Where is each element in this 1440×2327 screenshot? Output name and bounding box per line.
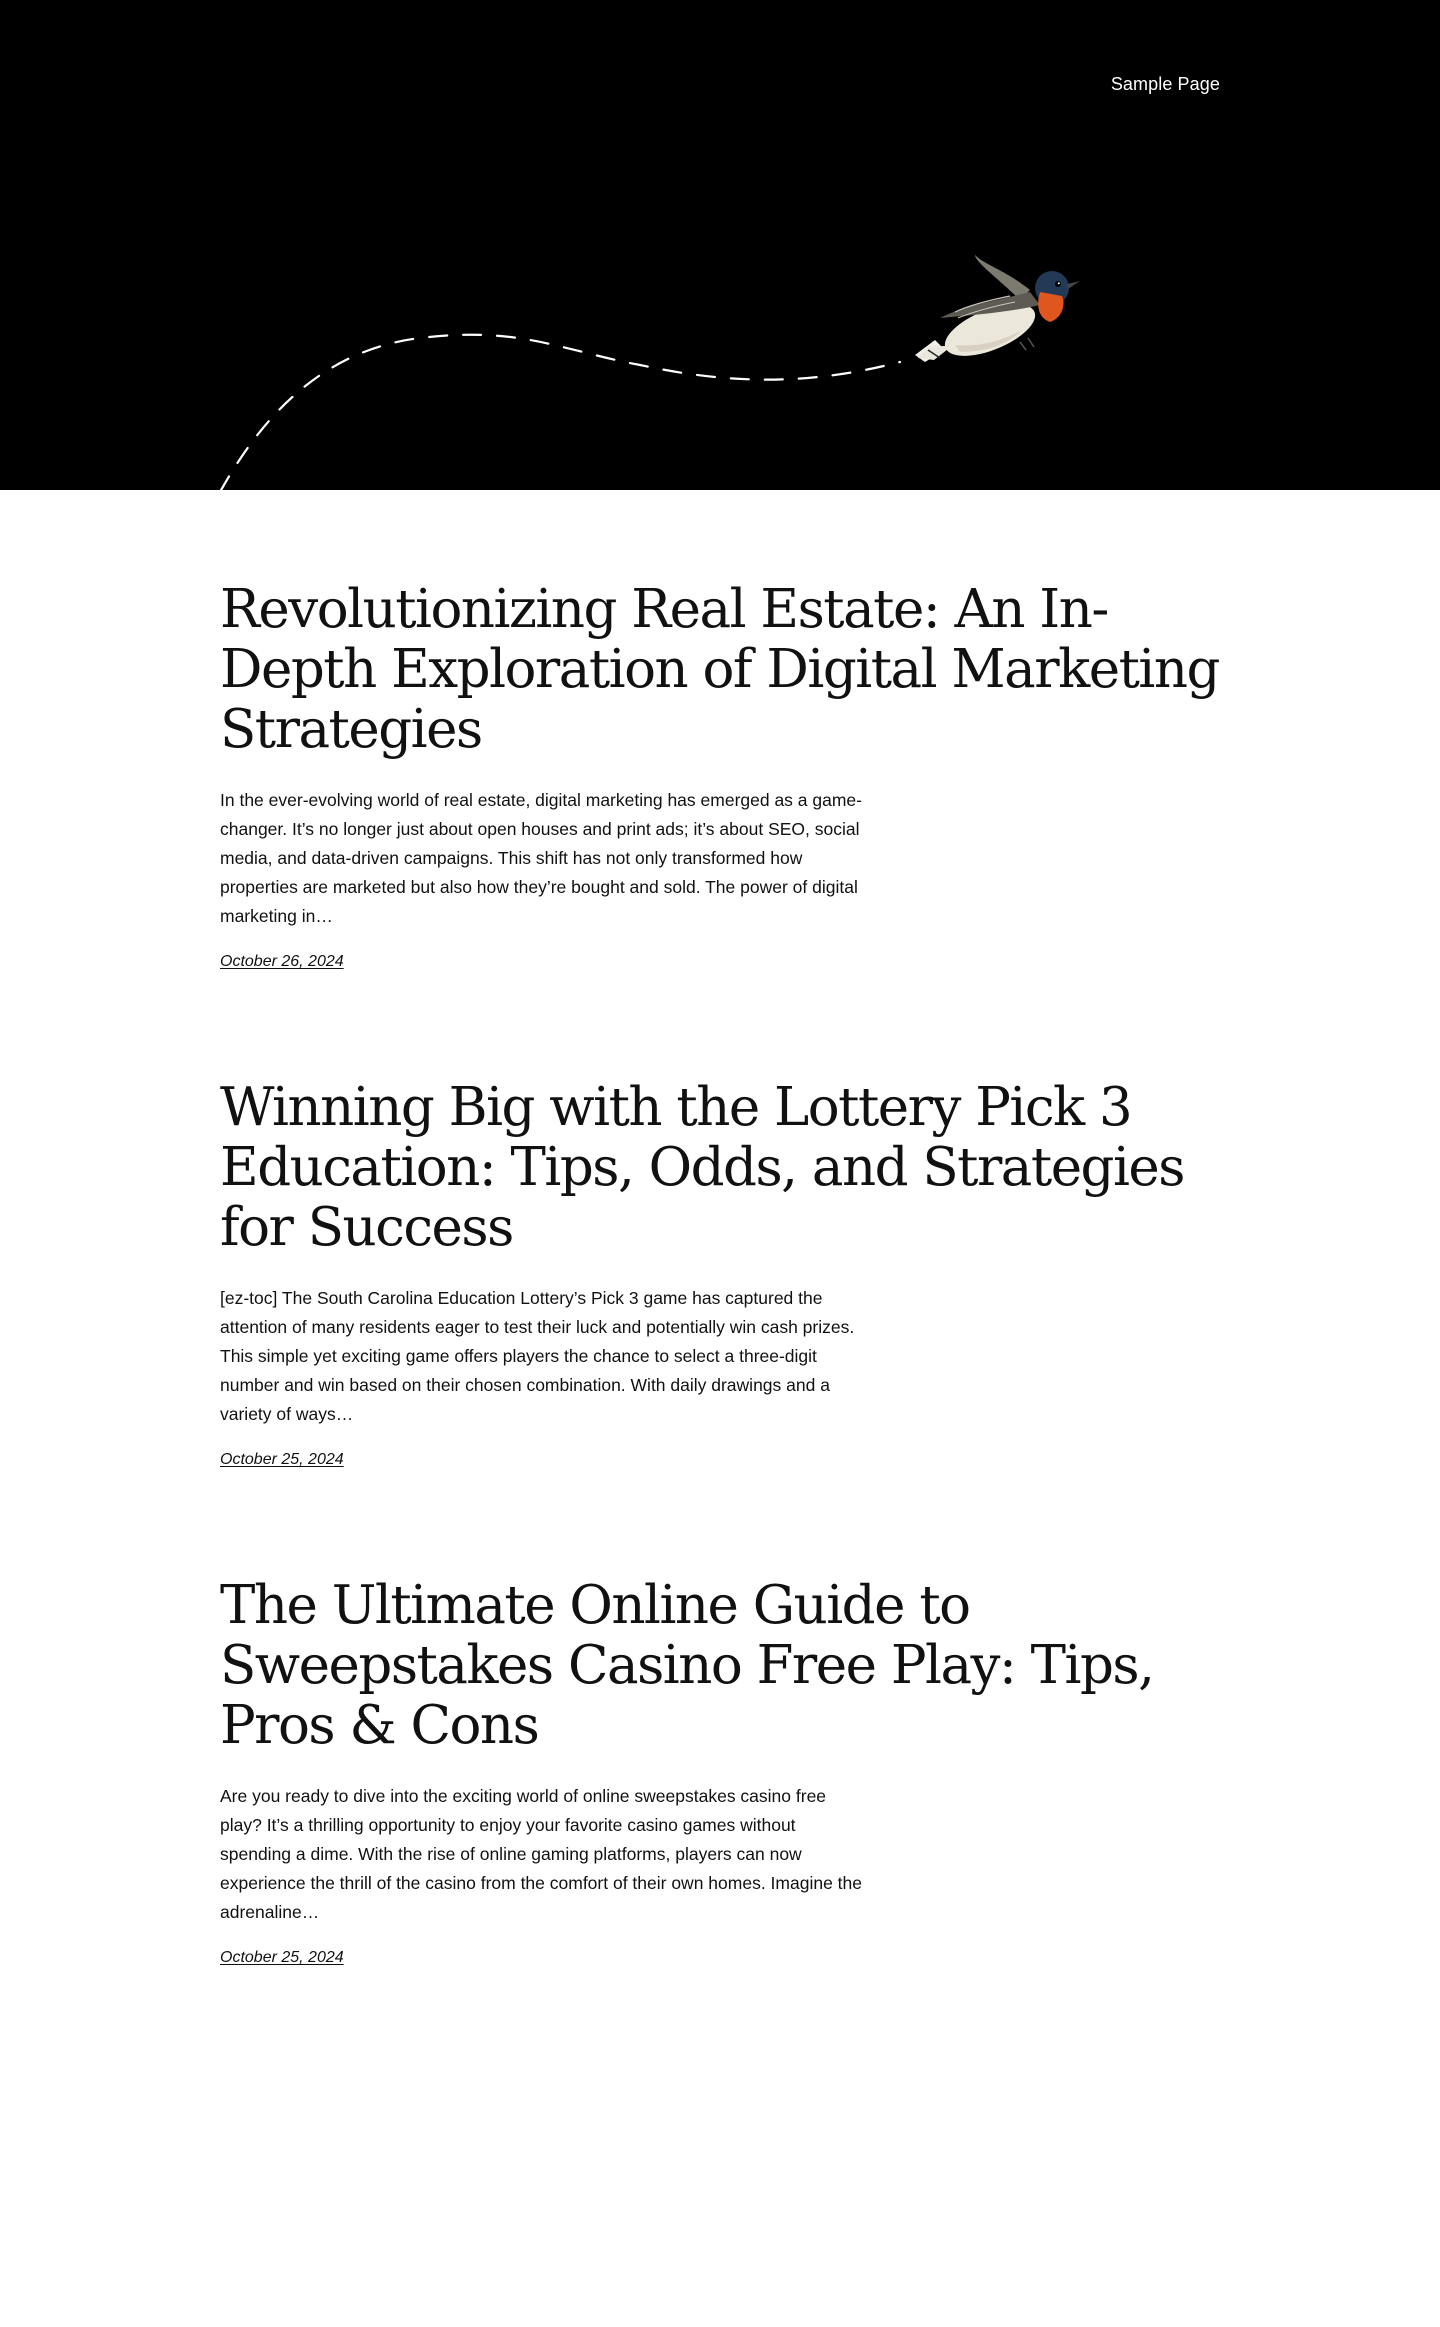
bird-icon [915,255,1080,367]
post-card [220,1078,1240,1469]
site-header-hero [0,0,1440,490]
post-title-link[interactable]: Winning Big with the Lottery Pick 3 Education: Tips, Odds, and Strategies for Success [220,1077,1184,1258]
post-card [220,1576,1240,1967]
post-date-link[interactable]: October 25, 2024 [220,1949,344,1966]
post-card [220,580,1240,971]
nav-sample-page-link[interactable]: Sample Page [1110,74,1220,94]
post-date-link[interactable]: October 25, 2024 [220,1451,344,1468]
post-title-link[interactable]: The Ultimate Online Guide to Sweepstakes Casino Free Play: Tips, Pros & Cons [220,1575,1154,1756]
post-excerpt: In the ever-evolving world of real estate, digital marketing has emerged as a game-changer. It’s no longer just about open houses and print ads; it’s about SEO, social media, and data-driven campaigns. This shift has not only transformed how properties are marketed but also how they’re bought and sold. The power of digital marketing in… [220,790,862,926]
post-title-link[interactable]: Revolutionizing Real Estate: An In-Depth Exploration of Digital Marketing Strategies [220,579,1219,760]
post-excerpt: [ez-toc] The South Carolina Education Lottery’s Pick 3 game has captured the attention of many residents eager to test their luck and potentially win cash prizes. This simple yet exciting game offers players the chance to select a three-digit number and win based on their chosen combination. With daily drawings and a variety of ways… [220,1288,855,1424]
hero-illustration [0,0,1440,490]
flight-path-icon [220,335,900,490]
post-excerpt: Are you ready to dive into the exciting world of online sweepstakes casino free play? It’s a thrilling opportunity to enjoy your favorite casino games without spending a dime. With the rise of online gaming platforms, players can now experience the thrill of the casino from the comfort of their own homes. Imagine the adrenaline… [220,1786,862,1922]
post-date-link[interactable]: October 26, 2024 [220,953,344,970]
